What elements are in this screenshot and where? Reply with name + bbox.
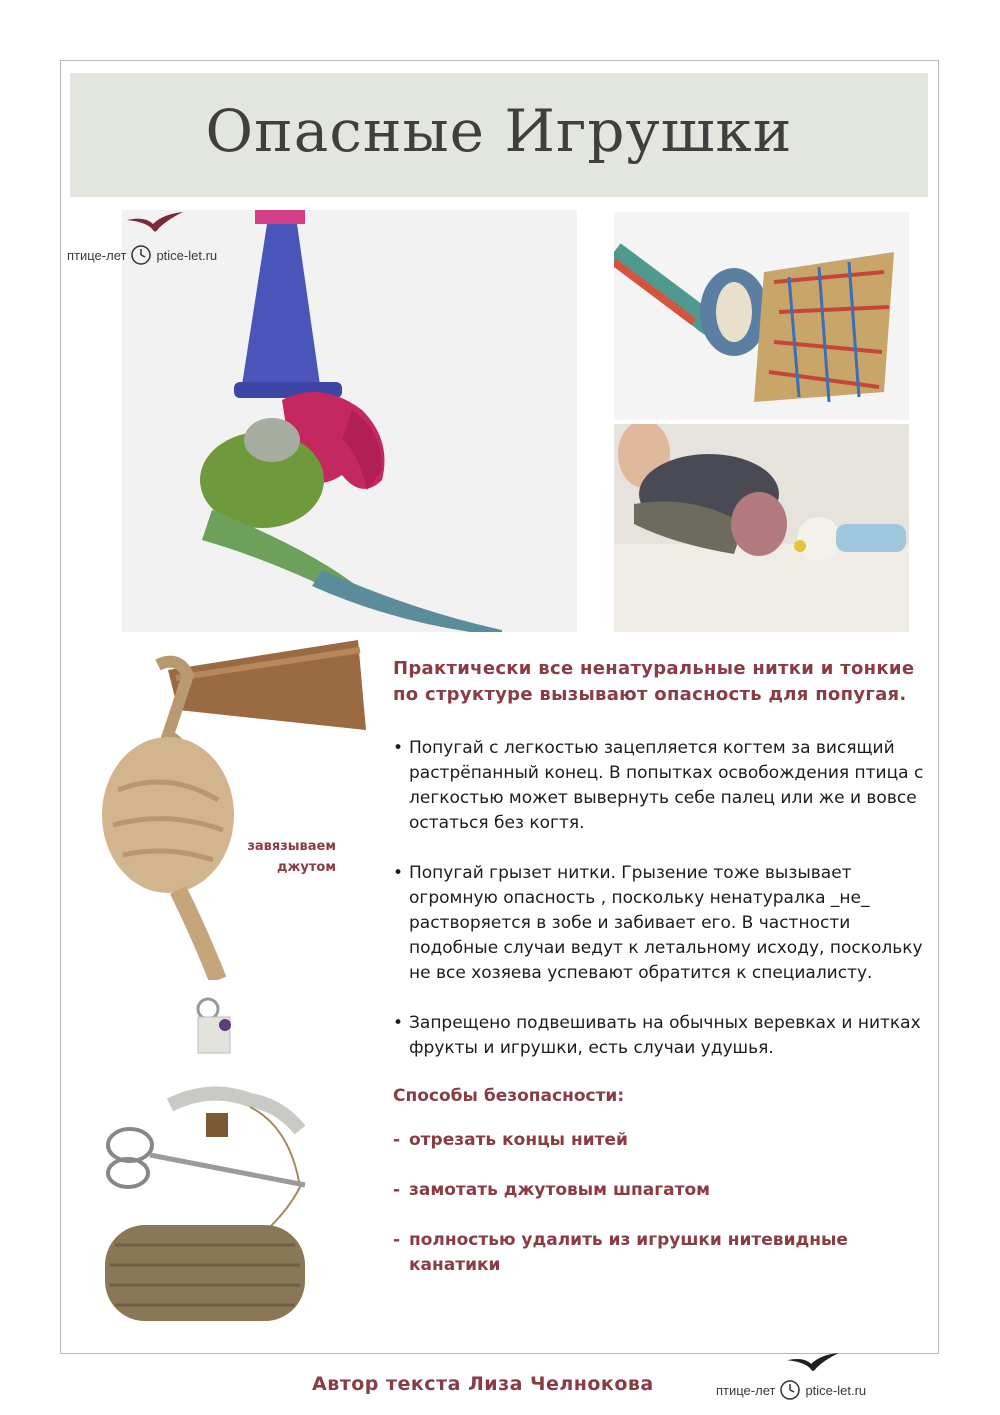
bullet-mark: •	[393, 1013, 404, 1033]
bird-logo-icon	[125, 210, 185, 236]
logo-left-text: птице-лет	[67, 247, 127, 263]
list-item	[393, 1011, 933, 1061]
clock-icon	[779, 1379, 801, 1401]
list-item-text: полностью удалить из игрушки нитевидные канатики	[409, 1230, 848, 1275]
lead-paragraph: Практически все ненатуральные нитки и тонкие по структуре вызывают опасность для попугая.	[393, 658, 915, 705]
list-item	[393, 1178, 933, 1203]
bullet-mark: •	[393, 738, 404, 758]
list-item-text: отрезать концы нитей	[409, 1130, 628, 1150]
safety-list	[393, 1128, 933, 1278]
site-logo-top	[67, 244, 217, 266]
list-item	[393, 1228, 933, 1278]
title-band	[70, 73, 928, 197]
danger-list	[393, 736, 933, 1061]
list-item	[393, 736, 933, 836]
list-item	[393, 1128, 933, 1153]
safety-heading: Способы безопасности:	[393, 1086, 625, 1106]
clock-icon	[130, 244, 152, 266]
list-item	[393, 861, 933, 986]
scissors-twine-photo	[100, 995, 368, 1325]
jute-knot-photo	[98, 640, 366, 980]
logo-right-text: ptice-let.ru	[805, 1382, 867, 1398]
page-title: Опасные Игрушки	[205, 97, 793, 165]
author-credit: Автор текста Лиза Челнокова	[312, 1373, 654, 1395]
dash-mark: -	[393, 1230, 401, 1250]
list-item-text: Запрещено подвешивать на обычных веревках и нитках фрукты и игрушки, есть случаи удушья.	[409, 1013, 921, 1058]
main-text	[393, 656, 933, 1303]
bullet-mark: •	[393, 863, 404, 883]
list-item-text: Попугай с легкостью зацепляется когтем за висящий растрёпанный конец. В попытках освобождения птица с легкостью может вывернуть себе палец или же и вовсе остаться без когтя.	[409, 738, 924, 833]
parrot-toy-photo	[122, 210, 577, 632]
rope-toy-photo	[614, 212, 909, 420]
dash-mark: -	[393, 1180, 401, 1200]
site-logo-bottom	[716, 1379, 866, 1401]
list-item-text: Попугай грызет нитки. Грызение тоже вызывает огромную опасность , поскольку ненатуралка _не_ растворяется в зобе и забивает его. В частности подобные случаи ведут к летальному исходу, поскольку не все хозяева успевают обратится к специалисту.	[409, 863, 923, 983]
logo-left-text: птице-лет	[716, 1382, 776, 1398]
logo-right-text: ptice-let.ru	[156, 247, 218, 263]
list-item-text: замотать джутовым шпагатом	[409, 1180, 711, 1200]
injured-bird-photo	[614, 424, 909, 632]
dash-mark: -	[393, 1130, 401, 1150]
bird-logo-icon	[780, 1351, 846, 1375]
knot-caption: завязываем джутом	[247, 839, 336, 875]
